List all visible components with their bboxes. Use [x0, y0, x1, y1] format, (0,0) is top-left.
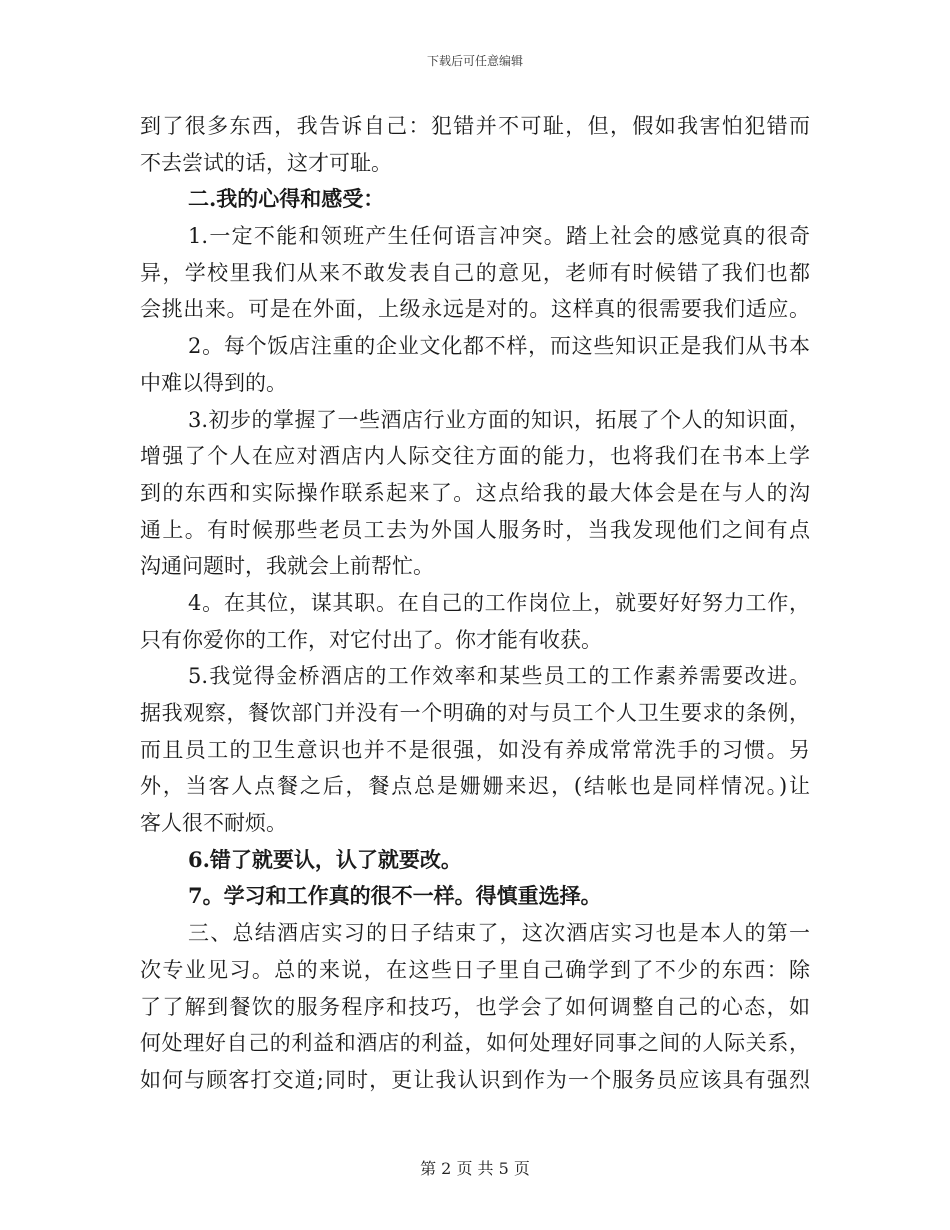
paragraph-line: 次专业见习。总的来说，在这些日子里自己确学到了不少的东西：除: [140, 957, 810, 982]
paragraph-line: 到的东西和实际操作联系起来了。这点给我的最大体会是在与人的沟: [140, 480, 810, 505]
paragraph-line: 了了解到餐饮的服务程序和技巧，也学会了如何调整自己的心态，如: [140, 994, 810, 1019]
paragraph-line: 据我观察，餐饮部门并没有一个明确的对与员工个人卫生要求的条例，: [140, 701, 810, 725]
paragraph-line: 异，学校里我们从来不敢发表自己的意见，老师有时候错了我们也都: [140, 260, 810, 285]
paragraph-line: 只有你爱你的工作，对它付出了。你才能有收获。: [140, 627, 602, 652]
paragraph-line: 5.我觉得金桥酒店的工作效率和某些员工的工作素养需要改进。: [188, 664, 810, 689]
paragraph-line: 4。在其位，谋其职。在自己的工作岗位上，就要好好努力工作，: [188, 590, 810, 615]
paragraph-line: 中难以得到的。: [140, 370, 287, 395]
paragraph-line: 3.初步的掌握了一些酒店行业方面的知识，拓展了个人的知识面，: [188, 407, 810, 432]
paragraph-line: 沟通问题时，我就会上前帮忙。: [140, 554, 434, 579]
document-body: [140, 108, 810, 1099]
paragraph-line: 会挑出来。可是在外面，上级永远是对的。这样真的很需要我们适应。: [140, 297, 810, 322]
paragraph-line: 1.一定不能和领班产生任何语言冲突。踏上社会的感觉真的很奇: [188, 224, 810, 249]
paragraph-line: 到了很多东西，我告诉自己：犯错并不可耻，但，假如我害怕犯错而: [140, 114, 810, 138]
section-heading-line: 6.错了就要认，认了就要改。: [188, 846, 462, 872]
section-heading-line: 7。学习和工作真的很不一样。得慎重选择。: [188, 883, 602, 909]
paragraph-line: 不去尝试的话，这才可耻。: [140, 150, 392, 175]
paragraph-line: 外，当客人点餐之后，餐点总是姗姗来迟，(结帐也是同样情况。)让: [140, 774, 810, 799]
paragraph-line: 如何与顾客打交道;同时，更让我认识到作为一个服务员应该具有强烈: [140, 1067, 810, 1092]
section-heading-line: 二.我的心得和感受：: [188, 186, 385, 212]
paragraph-line: 三、总结酒店实习的日子结束了，这次酒店实习也是本人的第一: [188, 921, 810, 946]
paragraph-line: 通上。有时候那些老员工去为外国人服务时，当我发现他们之间有点: [140, 517, 810, 542]
paragraph-line: 而且员工的卫生意识也并不是很强，如没有养成常常洗手的习惯。另: [140, 737, 810, 762]
page-footer: 第 2 页 共 5 页: [420, 1159, 530, 1178]
page-header: 下载后可任意编辑: [426, 54, 523, 68]
paragraph-line: 何处理好自己的利益和酒店的利益，如何处理好同事之间的人际关系，: [140, 1031, 810, 1056]
paragraph-line: 客人很不耐烦。: [140, 811, 287, 836]
paragraph-line: 增强了个人在应对酒店内人际交往方面的能力，也将我们在书本上学: [140, 444, 810, 469]
paragraph-line: 2。每个饭店注重的企业文化都不样，而这些知识正是我们从书本: [188, 334, 810, 359]
